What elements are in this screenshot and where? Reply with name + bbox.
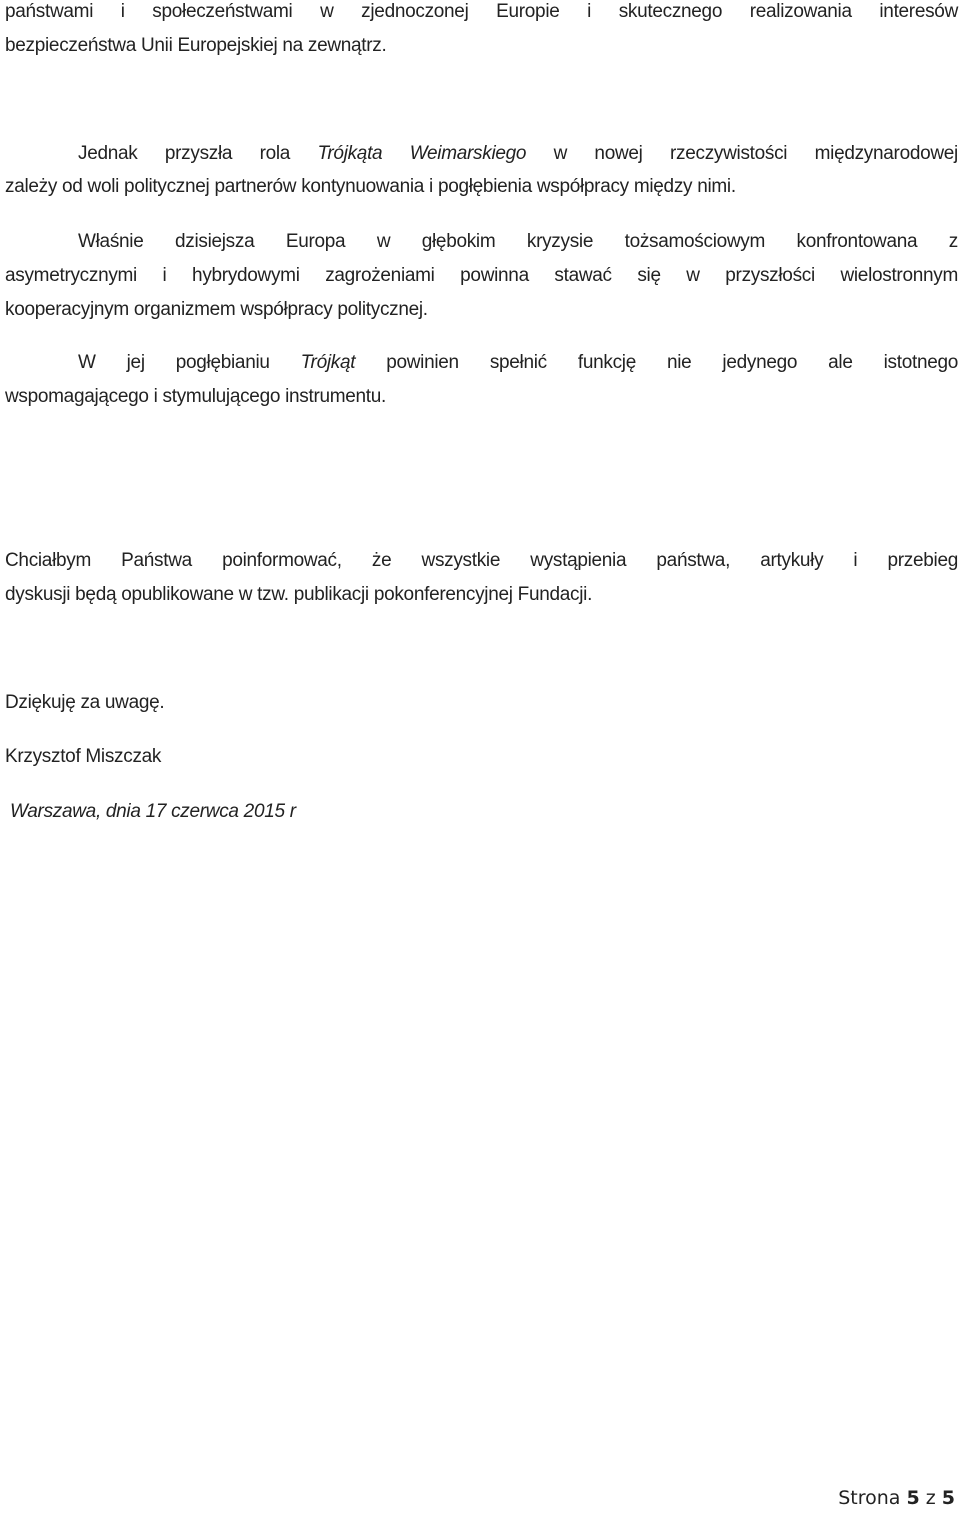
footer-page-word: Strona <box>838 1487 901 1509</box>
weimar-line-1 <box>78 142 958 166</box>
footer-page-total: 5 <box>941 1487 955 1509</box>
footer-page-number: 5 <box>906 1487 920 1509</box>
europe-line-3: kooperacyjnym organizmem współpracy politycznej. <box>5 299 428 320</box>
closing-thanks: Dziękuję za uwagę. <box>5 692 165 713</box>
publication-line-2: dyskusji będą opublikowane w tzw. publikacji pokonferencyjnej Fundacji. <box>5 584 593 605</box>
deepening-line-2: wspomagającego i stymulującego instrumentu. <box>5 386 387 407</box>
page-footer <box>838 1487 955 1509</box>
closing-place-date: Warszawa, dnia 17 czerwca 2015 r <box>10 801 296 822</box>
footer-of-word: z <box>925 1487 936 1509</box>
intro-line-2: bezpieczeństwa Unii Europejskiej na zewnątrz. <box>5 35 387 56</box>
deepening-line-1 <box>78 351 958 375</box>
europe-line-2: asymetrycznymi i hybrydowymi zagrożeniami powinna stawać się w przyszłości wielostronnym <box>5 265 958 286</box>
deepening-line-1-b: powinien spełnić funkcję nie jedynego ale istotnego <box>355 352 959 373</box>
deepening-italic-term: Trójkąt <box>300 352 356 373</box>
closing-author: Krzysztof Miszczak <box>5 746 162 767</box>
weimar-line-1-b: w nowej rzeczywistości międzynarodowej <box>526 143 958 164</box>
weimar-line-1-a: Jednak przyszła rola <box>78 143 318 164</box>
deepening-line-1-a: W jej pogłębianiu <box>78 352 301 373</box>
europe-line-1: Właśnie dzisiejsza Europa w głębokim kryzysie tożsamościowym konfrontowana z <box>78 231 958 252</box>
weimar-italic-term: Trójkąta Weimarskiego <box>317 143 527 164</box>
weimar-line-2: zależy od woli politycznej partnerów kontynuowania i pogłębienia współpracy między nimi. <box>5 176 736 197</box>
publication-line-1: Chciałbym Państwa poinformować, że wszystkie wystąpienia państwa, artykuły i przebieg <box>5 550 958 571</box>
intro-line-1: państwami i społeczeństwami w zjednoczonej Europie i skutecznego realizowania interesów <box>5 1 958 22</box>
